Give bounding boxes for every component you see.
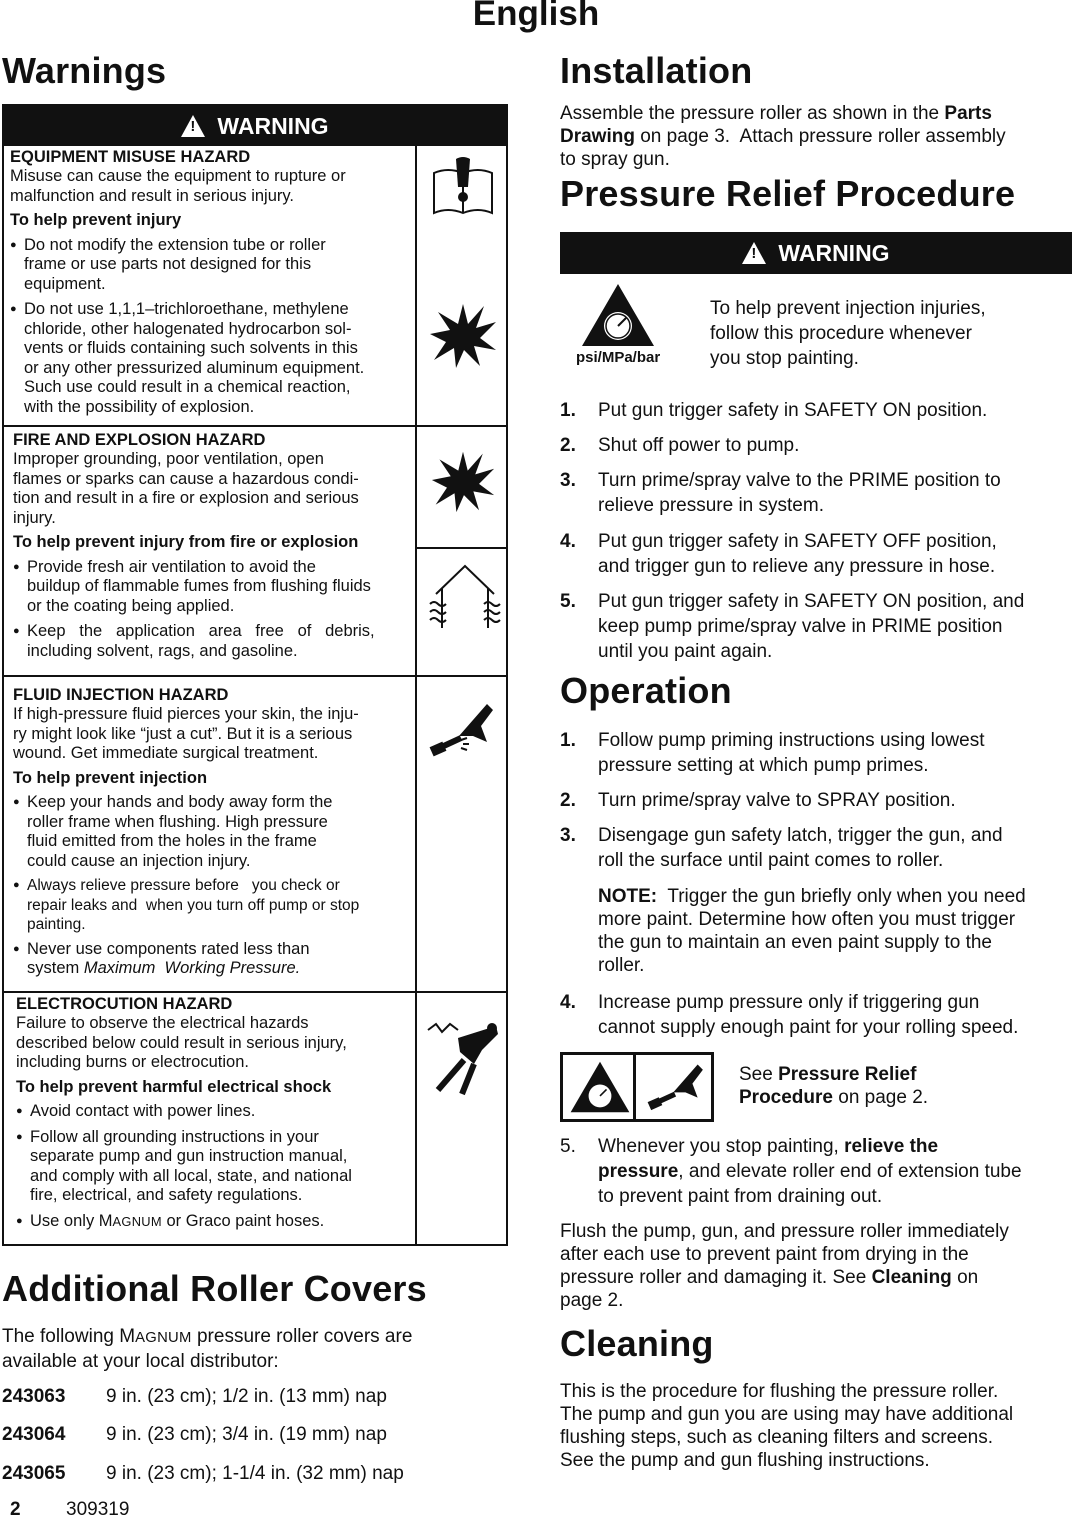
text-line: fire, electrical, and safety regulations. (30, 1186, 303, 1204)
text-line: If high-pressure fluid pierces your skin, the inju- (13, 705, 359, 723)
text-line (598, 885, 1072, 908)
text-line: follow this procedure whenever (710, 323, 972, 344)
flush-paragraph (560, 1220, 1072, 1312)
text-fragment: Whenever you stop painting, (598, 1136, 845, 1157)
text-line: Put gun trigger safety in SAFETY ON position. (598, 400, 988, 421)
part-number: 243063 (2, 1386, 66, 1407)
text-line: To help prevent injection injuries, (710, 298, 986, 319)
text-line: Follow pump priming instructions using lowest (598, 730, 985, 751)
brand-name: AGNUM (112, 1213, 162, 1229)
bullet-item (13, 876, 413, 935)
text-line: described below could result in serious injury, (16, 1033, 347, 1052)
step-number: 4. (560, 531, 576, 552)
step-number: 3. (560, 825, 576, 846)
text-line (560, 102, 1072, 125)
text-line: ● Keep the application area free of debris, (27, 622, 375, 640)
operation-note (598, 885, 1072, 977)
text-line: Shut off power to pump. (598, 435, 800, 456)
relief-step (560, 433, 1072, 458)
text-line (27, 959, 413, 979)
step-number: 1. (560, 400, 576, 421)
step-number: 5. (560, 591, 576, 612)
text-line: until you paint again. (598, 641, 773, 662)
operation-step (560, 823, 1072, 873)
text-line (598, 1159, 1072, 1184)
text-line: or any other pressurized aluminum equipment. (24, 358, 365, 377)
text-line (598, 1134, 1072, 1159)
text-line: ● Do not use 1,1,1–trichloroethane, methylene (24, 300, 349, 318)
cover-item (2, 1423, 522, 1446)
cover-description: 9 in. (23 cm); 3/4 in. (19 mm) nap (106, 1424, 387, 1445)
table-column-divider (415, 145, 417, 1245)
text-line (30, 1212, 414, 1232)
text-line: keep pump prime/spray valve in PRIME position (598, 616, 1003, 637)
text-line: Misuse can cause the equipment to rupture or (10, 167, 346, 185)
cover-item (2, 1462, 522, 1485)
text-line: fluid emitted from the holes in the frame (27, 832, 317, 850)
operation-step (560, 728, 1072, 778)
text-line: equipment. (24, 274, 106, 293)
text-line: and comply with all local, state, and national (30, 1166, 352, 1185)
text-line: Turn prime/spray valve to the PRIME position to (598, 470, 1001, 491)
bullet-item (10, 236, 410, 295)
brand-initial: M (119, 1326, 136, 1347)
text-line: injury. (13, 508, 56, 527)
text-line: vents or fluids containing such solvents in this (24, 339, 358, 357)
text-fragment: Assemble the pressure roller as shown in the (560, 103, 945, 124)
parts-link-text: Drawing (560, 126, 635, 147)
cleaning-paragraph (560, 1380, 1072, 1472)
relief-step (560, 468, 1072, 518)
roller-covers-intro (2, 1325, 522, 1373)
text-line: Increase pump pressure only if triggering gun (598, 992, 980, 1013)
text-line (739, 1063, 1069, 1086)
brand-initial: M (98, 1211, 113, 1230)
text-fragment: on page 2. (832, 1087, 929, 1108)
cover-description: 9 in. (23 cm); 1/2 in. (13 mm) nap (106, 1386, 387, 1407)
gauge-unit-label: psi/MPa/bar (576, 349, 661, 366)
text-line (560, 125, 1072, 148)
text-line: to prevent paint from draining out. (598, 1186, 883, 1207)
text-line: Flush the pump, gun, and pressure roller immediately (560, 1221, 1009, 1242)
table-divider (2, 991, 508, 993)
table-divider (2, 675, 508, 677)
pressure-relief-heading: Pressure Relief Procedure (560, 173, 1016, 214)
text-line: roller frame when flushing. High pressure (27, 812, 328, 831)
pressure-gauge-warning-icon (580, 282, 656, 348)
text-line: flushing steps, such as cleaning filters and screens. (560, 1427, 994, 1448)
bullet-item (10, 300, 410, 417)
bullet-item (13, 558, 415, 617)
warning-banner-label: WARNING (778, 240, 890, 266)
text-line: Turn prime/spray valve to SPRAY position. (598, 790, 956, 811)
part-number: 243064 (2, 1424, 66, 1445)
text-line: tion and result in a fire or explosion and serious (13, 489, 359, 507)
emphasis-text: pressure (598, 1161, 679, 1182)
part-number: 243065 (2, 1463, 66, 1484)
help-heading: To help prevent injury from fire or explosion (13, 533, 359, 551)
emphasis-text: relieve the (844, 1136, 939, 1157)
text-line: ● Avoid contact with power lines. (30, 1102, 256, 1120)
text-line: more paint. Determine how often you must trigger (598, 909, 1016, 930)
warning-banner (4, 106, 506, 146)
text-line: including burns or electrocution. (16, 1053, 249, 1071)
text-line (560, 1266, 1072, 1289)
text-line: repair leaks and when you turn off pump or stop (27, 896, 360, 914)
text-line: you stop painting. (710, 348, 859, 369)
fluid-injection-title: FLUID INJECTION HAZARD (13, 686, 229, 704)
cleaning-heading: Cleaning (560, 1323, 714, 1364)
text-fragment: Use only (30, 1211, 99, 1230)
equipment-misuse-section (10, 148, 410, 417)
text-fragment: on page 3. Attach pressure roller assembly (634, 126, 1006, 147)
text-line: to spray gun. (560, 149, 670, 170)
text-line: could cause an injection injury. (27, 851, 251, 870)
text-line: Failure to observe the electrical hazards (16, 1014, 309, 1032)
text-line: ● Provide fresh air ventilation to avoid the (27, 557, 316, 576)
text-line: ● Never use components rated less than (27, 939, 310, 958)
relief-reference-text (739, 1063, 1069, 1109)
explosion-icon (430, 448, 496, 514)
installation-heading: Installation (560, 50, 753, 91)
reference-link-text: Procedure (739, 1087, 833, 1108)
text-line: cannot supply enough paint for your rolling speed. (598, 1017, 1019, 1038)
bullet-item (13, 622, 415, 661)
relief-warning-banner (560, 232, 1072, 274)
electrocution-section (16, 995, 414, 1231)
injection-hand-icon (641, 1061, 709, 1115)
electrocution-title: ELECTROCUTION HAZARD (16, 995, 233, 1013)
warning-banner-label: WARNING (217, 113, 329, 139)
reference-link-text: Cleaning (871, 1267, 952, 1288)
fluid-injection-section (13, 686, 413, 979)
text-line: after each use to prevent paint from drying in the (560, 1244, 969, 1265)
text-line: Put gun trigger safety in SAFETY OFF position, (598, 531, 997, 552)
text-line: chloride, other halogenated hydrocarbon sol- (24, 319, 352, 338)
text-line: ● Follow all grounding instructions in your (30, 1127, 319, 1146)
text-line: Put gun trigger safety in SAFETY ON position, and (598, 591, 1025, 612)
text-fragment: See (739, 1064, 779, 1085)
parts-link-text: Parts (944, 103, 992, 124)
text-line: This is the procedure for flushing the pressure roller. (560, 1381, 999, 1402)
text-line: Improper grounding, poor ventilation, open (13, 450, 324, 468)
text-fragment: pressure roller covers are (191, 1326, 413, 1347)
text-line: roller. (598, 955, 645, 976)
text-line: See the pump and gun flushing instructions. (560, 1450, 930, 1471)
text-line: The pump and gun you are using may have additional (560, 1404, 1014, 1425)
text-line: available at your local distributor: (2, 1351, 279, 1372)
text-line: ● Always relieve pressure before you check or (27, 877, 340, 894)
table-divider (417, 547, 508, 549)
operation-step (560, 990, 1072, 1040)
text-line: relieve pressure in system. (598, 495, 824, 516)
text-line: pressure setting at which pump primes. (598, 755, 929, 776)
text-line: page 2. (560, 1290, 624, 1311)
fire-explosion-title: FIRE AND EXPLOSION HAZARD (13, 431, 266, 449)
injection-hand-icon (425, 700, 497, 762)
text-line: painting. (27, 916, 86, 933)
help-heading: To help prevent harmful electrical shock (16, 1077, 332, 1096)
text-line: frame or use parts not designed for this (24, 255, 312, 273)
help-heading: To help prevent injury (10, 211, 182, 229)
bullet-item (13, 793, 413, 871)
text-line: Such use could result in a chemical reaction, (24, 378, 351, 396)
text-line: separate pump and gun instruction manual, (30, 1147, 348, 1165)
step-number: 1. (560, 730, 576, 751)
icon-divider (633, 1055, 636, 1119)
roller-covers-heading: Additional Roller Covers (2, 1268, 427, 1309)
installation-text (560, 102, 1072, 171)
step-number: 3. (560, 470, 576, 491)
page-number: 2 (10, 1499, 21, 1520)
step-number: 5. (560, 1136, 576, 1157)
table-divider (2, 425, 508, 427)
text-line (2, 1325, 522, 1350)
operation-heading: Operation (560, 670, 732, 711)
text-line: with the possibility of explosion. (24, 397, 255, 416)
explosion-icon (428, 300, 498, 370)
text-line: buildup of flammable fumes from flushing fluids (27, 577, 371, 595)
max-working-pressure-text: Maximum Working Pressure. (83, 959, 301, 977)
reference-link-text: Pressure Relief (778, 1064, 917, 1085)
relief-step (560, 398, 1072, 423)
step-number: 2. (560, 435, 576, 456)
brand-name: AGNUM (135, 1330, 192, 1346)
language-heading: English (472, 0, 600, 33)
note-label: NOTE: (598, 886, 658, 907)
bullet-item (16, 1212, 414, 1232)
text-line: wound. Get immediate surgical treatment. (13, 744, 319, 762)
fire-explosion-section (13, 431, 415, 661)
bullet-item (16, 1128, 414, 1206)
text-line: ● Do not modify the extension tube or roller (24, 235, 326, 254)
read-manual-icon (430, 155, 496, 217)
text-line: ry might look like “just a cut”. But it is a serious (13, 724, 353, 743)
text-line: and trigger gun to relieve any pressure in hose. (598, 556, 996, 577)
operation-step (560, 788, 1072, 813)
relief-note (710, 296, 1070, 371)
document-number: 309319 (66, 1499, 130, 1520)
text-fragment: The following (2, 1326, 120, 1347)
text-fragment: , and elevate roller end of extension tube (678, 1161, 1022, 1182)
text-fragment: Trigger the gun briefly only when you need (657, 886, 1026, 907)
text-line: including solvent, rags, and gasoline. (27, 641, 298, 660)
step-number: 4. (560, 992, 576, 1013)
step-number: 2. (560, 790, 576, 811)
cover-item (2, 1385, 522, 1408)
electrocution-icon (424, 1020, 502, 1096)
warning-triangle-icon: ! (742, 242, 766, 264)
ventilation-house-icon (428, 560, 502, 632)
text-fragment: on (951, 1267, 979, 1288)
text-line: Disengage gun safety latch, trigger the gun, and (598, 825, 1003, 846)
text-line (739, 1086, 1069, 1109)
text-fragment: system (27, 959, 84, 977)
text-line: flames or sparks can cause a hazardous condi- (13, 469, 359, 488)
text-line: or the coating being applied. (27, 596, 235, 615)
equipment-misuse-title: EQUIPMENT MISUSE HAZARD (10, 148, 251, 166)
text-line: malfunction and result in serious injury. (10, 186, 294, 205)
warning-triangle-icon: ! (181, 115, 205, 137)
bullet-item (16, 1102, 414, 1122)
text-line: ● Keep your hands and body away form the (27, 793, 333, 811)
relief-step (560, 589, 1072, 664)
operation-step (560, 1134, 1072, 1209)
text-line: roll the surface until paint comes to roller. (598, 850, 944, 871)
relief-step (560, 529, 1072, 579)
pressure-gauge-warning-icon (569, 1059, 631, 1115)
text-fragment: pressure roller and damaging it. See (560, 1267, 872, 1288)
text-line: the gun to maintain an even paint supply to the (598, 932, 992, 953)
relief-reference-icon-box (560, 1052, 714, 1122)
warnings-heading: Warnings (2, 50, 167, 91)
cover-description: 9 in. (23 cm); 1-1/4 in. (32 mm) nap (106, 1463, 404, 1484)
bullet-item (13, 940, 413, 979)
help-heading: To help prevent injection (13, 768, 208, 787)
text-fragment: or Graco paint hoses. (161, 1211, 325, 1230)
